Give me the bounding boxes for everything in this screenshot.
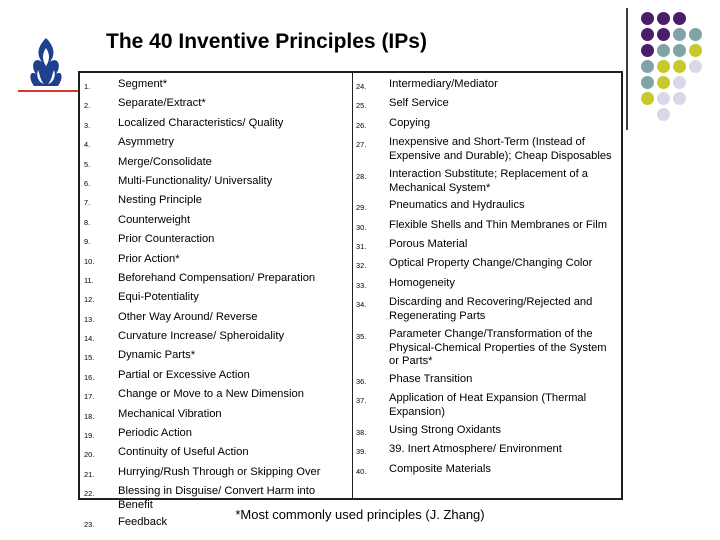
principle-item <box>356 136 618 164</box>
principle-number: 25. <box>356 101 367 111</box>
principle-number: 39. <box>356 447 367 457</box>
principle-text: Using Strong Oxidants <box>389 423 501 436</box>
decor-dot <box>657 76 670 89</box>
principle-text: Segment* <box>118 78 168 90</box>
principle-number: 11. <box>84 275 94 285</box>
decor-dot <box>641 12 654 25</box>
principle-text: Homogeneity <box>389 276 455 289</box>
decor-dot <box>641 28 654 41</box>
principle-text: Periodic Action <box>118 427 193 440</box>
principle-text: Partial or Excessive Action <box>118 368 250 381</box>
principle-item <box>356 277 618 293</box>
principle-number: 7. <box>84 198 91 208</box>
principle-item <box>84 291 346 307</box>
logo-underline <box>18 90 80 92</box>
decor-dot <box>673 12 686 25</box>
principle-item <box>356 296 618 324</box>
principle-number: 14. <box>84 334 95 344</box>
decor-dot <box>641 76 654 89</box>
principle-text: Localized Characteristics/ Quality <box>118 116 284 129</box>
principle-text: Copying <box>389 116 431 129</box>
principle-number: 21. <box>84 469 95 479</box>
principle-number: 5. <box>84 159 91 169</box>
principle-text: Multi-Functionality/ Universality <box>118 174 273 187</box>
principle-item <box>84 369 346 385</box>
principle-number: 22. <box>84 489 95 499</box>
decor-dot <box>673 28 686 41</box>
principle-text: Nesting Principle <box>118 194 202 207</box>
principle-number: 34. <box>356 300 367 310</box>
principle-number: 31. <box>356 241 367 251</box>
principle-number: 32. <box>356 261 367 271</box>
principle-item <box>84 214 346 230</box>
principle-text: Self Service <box>389 97 449 110</box>
principle-item <box>356 463 618 479</box>
principle-number: 30. <box>356 222 367 232</box>
decor-dot <box>657 108 670 121</box>
principle-number: 18. <box>84 411 95 421</box>
principle-text: Equi-Potentiality <box>118 291 199 304</box>
principle-number: 28. <box>356 171 367 181</box>
principle-number: 29. <box>356 203 367 213</box>
principle-number: 24. <box>356 82 367 91</box>
university-flame-logo <box>22 36 70 96</box>
decor-dot <box>657 60 670 73</box>
principle-item <box>84 194 346 210</box>
principle-text: Phase Transition <box>389 372 473 385</box>
principle-item <box>84 311 346 327</box>
principle-item <box>356 373 618 389</box>
decor-dot <box>673 76 686 89</box>
principle-number: 1. <box>84 82 91 91</box>
principle-item <box>84 349 346 365</box>
principle-item <box>84 97 346 113</box>
principles-list-right <box>356 78 618 482</box>
decor-dot <box>641 92 654 105</box>
principle-number: 6. <box>84 178 91 188</box>
principle-item <box>84 388 346 404</box>
principle-text: Composite Materials <box>389 462 491 475</box>
column-divider <box>352 73 353 498</box>
principle-item <box>356 443 618 459</box>
principle-number: 38. <box>356 427 367 437</box>
principle-item <box>84 446 346 462</box>
principle-text: Prior Counteraction <box>118 233 215 246</box>
principle-item <box>84 156 346 172</box>
principle-item <box>356 78 618 94</box>
principle-item <box>356 199 618 215</box>
principle-number: 2. <box>84 101 91 111</box>
principle-text: Change or Move to a New Dimension <box>118 388 304 401</box>
principle-text: Intermediary/Mediator <box>389 78 498 90</box>
principle-text: Feedback <box>118 516 168 529</box>
principle-number: 26. <box>356 120 367 130</box>
decor-dot <box>657 92 670 105</box>
principle-item <box>356 392 618 420</box>
principle-text: Continuity of Useful Action <box>118 446 249 459</box>
principle-number: 12. <box>84 295 95 305</box>
principle-number: 3. <box>84 120 91 130</box>
principle-item <box>84 466 346 482</box>
page-title: The 40 Inventive Principles (IPs) <box>106 30 427 53</box>
principle-text: Blessing in Disguise/ Convert Harm into Benefit <box>118 485 316 511</box>
decor-dot <box>689 44 702 57</box>
principle-number: 17. <box>84 392 95 402</box>
principle-number: 37. <box>356 396 367 406</box>
principle-text: Prior Action* <box>118 252 180 265</box>
principle-number: 4. <box>84 140 91 150</box>
decor-dot <box>673 60 686 73</box>
principle-text: Asymmetry <box>118 136 174 149</box>
decor-dot <box>657 12 670 25</box>
principle-item <box>356 424 618 440</box>
principle-text: 39. Inert Atmosphere/ Environment <box>389 443 562 456</box>
principle-number: 19. <box>84 431 95 441</box>
principle-number: 27. <box>356 140 367 150</box>
decor-dot <box>689 60 702 73</box>
principle-item <box>356 97 618 113</box>
principle-text: Inexpensive and Short-Term (Instead of Expensive and Durable); Cheap Disposables <box>389 136 612 163</box>
principle-text: Merge/Consolidate <box>118 155 212 168</box>
principle-number: 8. <box>84 217 91 227</box>
principle-item <box>356 257 618 273</box>
principle-text: Dynamic Parts* <box>118 349 196 362</box>
decor-dot <box>673 92 686 105</box>
principle-item <box>356 238 618 254</box>
principle-number: 9. <box>84 237 91 247</box>
principle-item <box>84 330 346 346</box>
principle-number: 23. <box>84 520 95 530</box>
principle-text: Discarding and Recovering/Rejected and Regenerating Parts <box>389 296 593 323</box>
principle-number: 33. <box>356 280 367 290</box>
principle-item <box>356 219 618 235</box>
decor-dot <box>689 28 702 41</box>
principle-item <box>84 233 346 249</box>
principle-text: Counterweight <box>118 213 191 226</box>
principle-text: Parameter Change/Transformation of the Physical-Chemical Properties of the System or Parts* <box>389 327 607 368</box>
principle-item <box>84 78 346 94</box>
principle-text: Flexible Shells and Thin Membranes or Film <box>389 218 608 231</box>
principle-item <box>356 328 618 369</box>
principle-text: Porous Material <box>389 237 468 250</box>
principle-text: Beforehand Compensation/ Preparation <box>118 271 316 284</box>
principle-text: Pneumatics and Hydraulics <box>389 199 525 212</box>
principle-text: Application of Heat Expansion (Thermal Expansion) <box>389 392 587 419</box>
principle-text: Interaction Substitute; Replacement of a Mechanical System* <box>389 167 589 194</box>
principles-list-left <box>84 78 346 536</box>
decorative-vertical-line <box>626 8 628 130</box>
principle-number: 10. <box>84 256 95 266</box>
decorative-dot-grid <box>636 8 720 118</box>
principle-item <box>84 136 346 152</box>
principle-number: 20. <box>84 450 95 460</box>
principle-item <box>84 408 346 424</box>
principle-number: 16. <box>84 372 95 382</box>
decor-dot <box>657 44 670 57</box>
principle-text: Mechanical Vibration <box>118 407 222 420</box>
decor-dot <box>673 44 686 57</box>
principle-text: Separate/Extract* <box>118 97 206 110</box>
principle-item <box>356 117 618 133</box>
principle-number: 36. <box>356 376 367 386</box>
principle-text: Curvature Increase/ Spheroidality <box>118 330 285 343</box>
principle-item <box>84 272 346 288</box>
footnote: *Most commonly used principles (J. Zhang) <box>235 507 485 522</box>
decor-dot <box>641 44 654 57</box>
principle-number: 13. <box>84 314 95 324</box>
principle-text: Optical Property Change/Changing Color <box>389 257 593 270</box>
principle-number: 35. <box>356 331 367 341</box>
principle-item <box>84 253 346 269</box>
principle-text: Hurrying/Rush Through or Skipping Over <box>118 465 321 478</box>
principle-item <box>84 117 346 133</box>
decor-dot <box>657 28 670 41</box>
principle-item <box>356 168 618 196</box>
principle-item <box>84 175 346 191</box>
principle-item <box>84 427 346 443</box>
principle-number: 40. <box>356 466 367 476</box>
principle-number: 15. <box>84 353 95 363</box>
principle-text: Other Way Around/ Reverse <box>118 310 258 323</box>
decor-dot <box>641 60 654 73</box>
